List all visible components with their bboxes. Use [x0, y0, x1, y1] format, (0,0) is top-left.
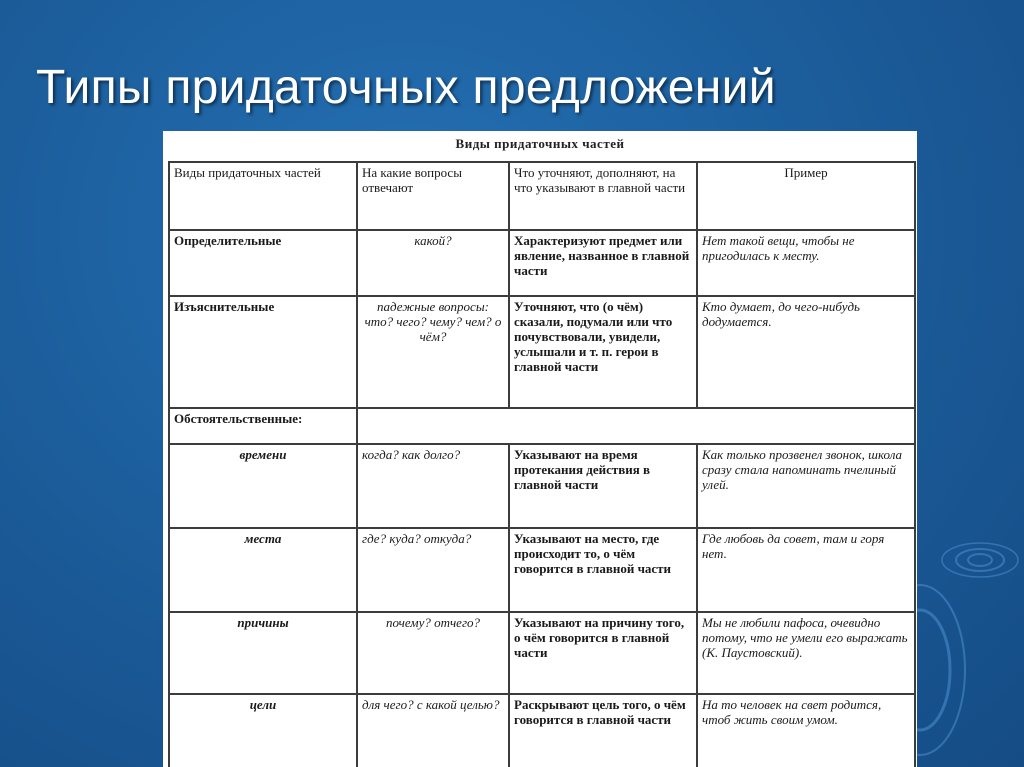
- subrow-type: цели: [169, 694, 357, 767]
- subrow-example: Как только прозвенел звонок, школа сразу стала напоминать пчелиный улей.: [697, 444, 915, 528]
- subrow-questions: где? куда? откуда?: [357, 528, 509, 612]
- table-row: [169, 528, 915, 612]
- row-type: Определительные: [169, 230, 357, 296]
- row-meaning: Характеризуют предмет или явление, названное в главной части: [509, 230, 697, 296]
- group-row: [169, 408, 915, 444]
- subrow-example: Мы не любили пафоса, очевидно потому, что не умели его выражать (К. Паустовский).: [697, 612, 915, 694]
- header-meaning: Что уточняют, дополняют, на что указывают в главной части: [509, 162, 697, 230]
- group-label: Обстоятельственные:: [169, 408, 357, 444]
- water-ripple-decoration: [900, 520, 1024, 767]
- row-questions: падежные вопросы: что? чего? чему? чем? о чём?: [357, 296, 509, 408]
- subrow-meaning: Указывают на причину того, о чём говорится в главной части: [509, 612, 697, 694]
- slide-title: Типы придаточных предложений: [36, 61, 776, 114]
- row-example: Нет такой вещи, чтобы не пригодилась к месту.: [697, 230, 915, 296]
- row-meaning: Уточняют, что (о чём) сказали, подумали или что почувствовали, увидели, услышали и т. п. герои в главной части: [509, 296, 697, 408]
- subrow-type: причины: [169, 612, 357, 694]
- subrow-questions: когда? как долго?: [357, 444, 509, 528]
- header-questions: На какие вопросы отвечают: [357, 162, 509, 230]
- row-questions: какой?: [357, 230, 509, 296]
- table-row: [169, 612, 915, 694]
- table-row: [169, 444, 915, 528]
- table-row: [169, 230, 915, 296]
- subrow-meaning: Раскрывают цель того, о чём говорится в главной части: [509, 694, 697, 767]
- table-row: [169, 694, 915, 767]
- subrow-type: места: [169, 528, 357, 612]
- table-row: [169, 296, 915, 408]
- subrow-meaning: Указывают на место, где происходит то, о чём говорится в главной части: [509, 528, 697, 612]
- clauses-grid: [168, 161, 916, 767]
- subrow-questions: для чего? с какой целью?: [357, 694, 509, 767]
- row-example: Кто думает, до чего-нибудь додумается.: [697, 296, 915, 408]
- subrow-example: На то человек на свет родится, чтоб жить своим умом.: [697, 694, 915, 767]
- subrow-meaning: Указывают на время протекания действия в главной части: [509, 444, 697, 528]
- subrow-type: времени: [169, 444, 357, 528]
- subordinate-clauses-table: [163, 131, 917, 767]
- subrow-example: Где любовь да совет, там и горя нет.: [697, 528, 915, 612]
- header-example: Пример: [697, 162, 915, 230]
- group-empty-cell: [357, 408, 915, 444]
- header-kind: Виды придаточных частей: [169, 162, 357, 230]
- table-caption: Виды придаточных частей: [455, 136, 625, 151]
- row-type: Изъяснительные: [169, 296, 357, 408]
- header-row: [169, 162, 915, 230]
- subrow-questions: почему? отчего?: [357, 612, 509, 694]
